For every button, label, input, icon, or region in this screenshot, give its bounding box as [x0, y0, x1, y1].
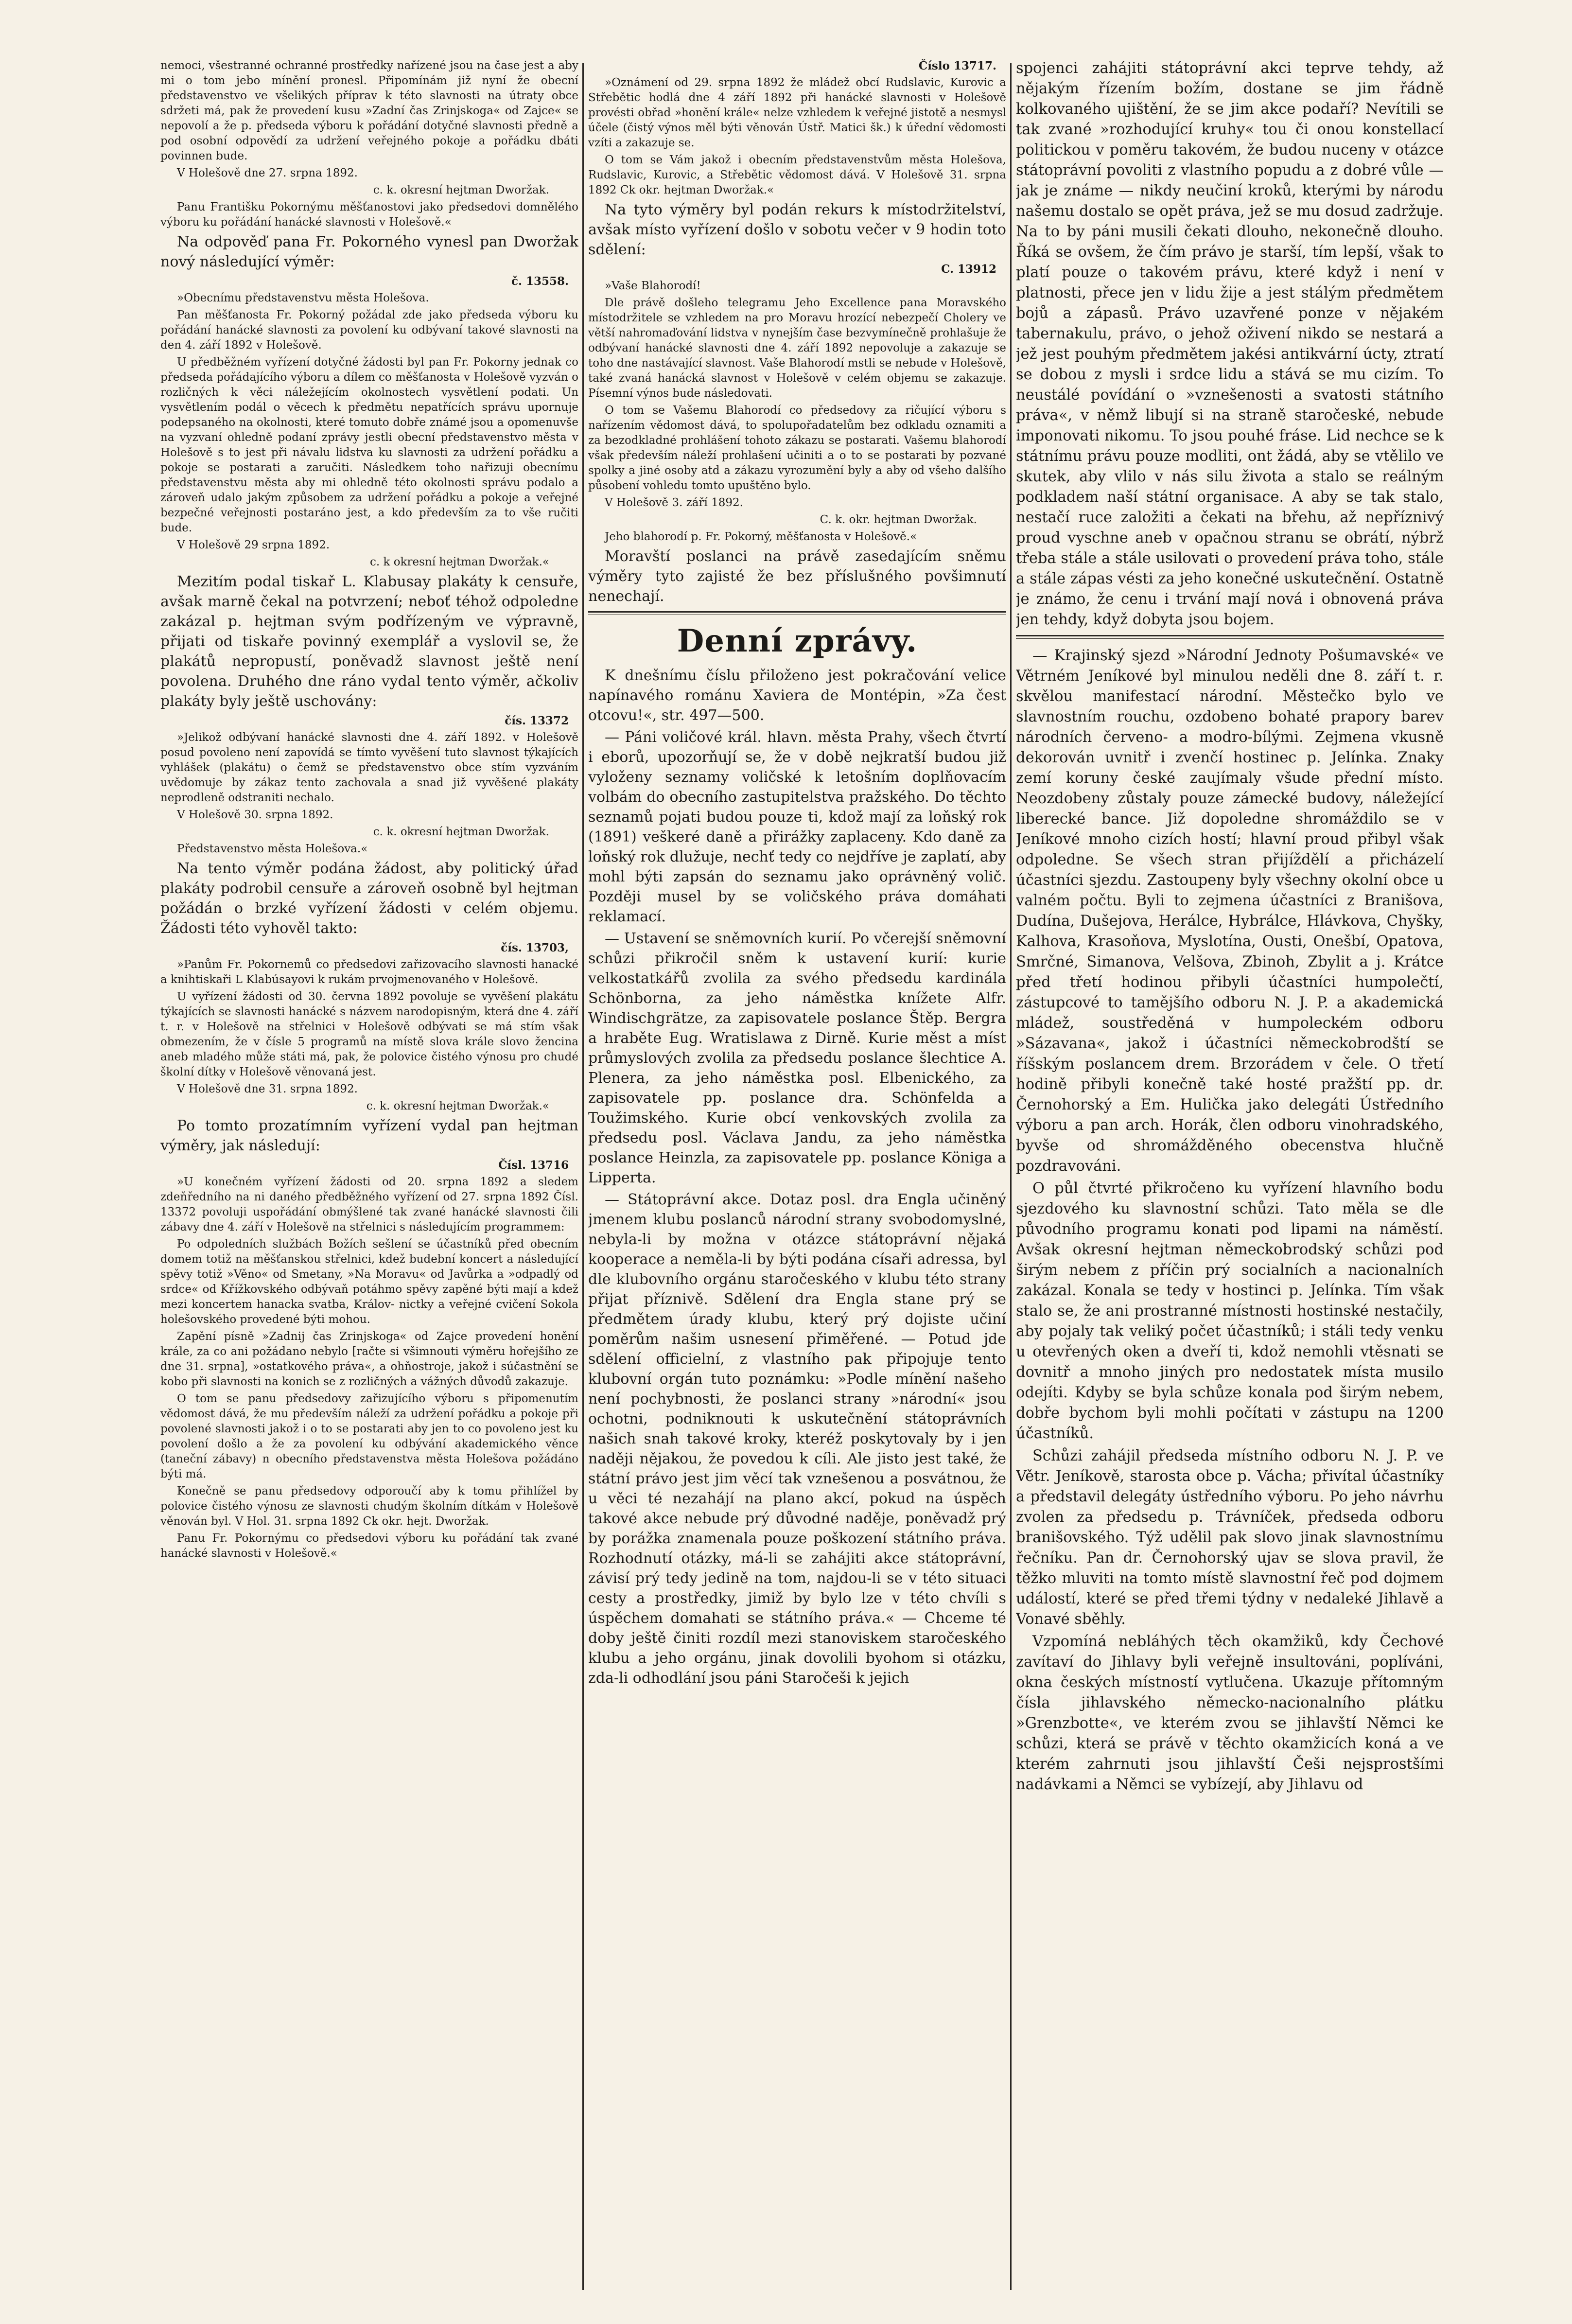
paragraph: Na odpověď pana Fr. Pokorného vynesl pan Dworžak nový následující výměr: [160, 233, 578, 270]
paragraph: — Ustavení se sněmovních kurií. Po včerejší sněmovní schůzi přikročil sněm k ustavení kurií: kurie velkostatkářů zvolila za svého předsedu kardinála Schönborna, za jeho náměstka knížete Alfr. Windischgrätze, za zapisovatele poslance Štěp. Bergra a hraběte Eug. Wratislawa z Dirně. Kurie měst a míst průmyslových zvolila za předsedu poslance šlechtice A. Plenera, za jeho náměstka posl. Elbenického, za zapisovatele pp. poslance dra. Schönfelda a Toužimského. Kurie obcí venkovských zvolila za předsedu posl. Václava Jandu, za jeho náměstka poslance Heinzla, za zapisovatele pp. poslance Königa a Lipperta. [588, 930, 1006, 1186]
paragraph: V Holešově 3. září 1892. [605, 496, 743, 509]
paragraph: — Páni voličové král. hlavn. města Prahy, všech čtvrtí i eborů, upozorňují se, že v době nejkratší budou již vyloženy seznamy voličské k letošním doplňovacím volbám do obecního zastupitelstva pražského. Do těchto seznamů pojati budou pouze ti, kdož mají za loňský rok (1891) veškeré daně a přirážky zaplaceny. Kdo daně za loňský rok dlužuje, nechť tedy co nejdříve je zaplatí, aby mohl býti zapsán do seznamu jako oprávněný volič. Později musel by se voličského práva domáhati reklamací. [588, 729, 1006, 925]
paragraph: Vzpomíná nebláhých těch okamžiků, kdy Čechové zavítaví do Jihlavy byli veřejně insultováni, poplíváni, okna českých místností vytlučena. Ukazuje přítomným čísla jihlavského německo-nacionalního plátku »Grenzbotte«, ve kterém zvou se jihlavští Němci ke schůzi, která se právě v těchto okamžicích koná a ve kterém zahrnuti jsou jihlavští Češi nejsprostšími nadávkami a Němci se vybízejí, aby Jihlavu od [1016, 1633, 1444, 1793]
column-divider-2 [1010, 63, 1012, 2290]
newspaper-sheet [160, 58, 1444, 2295]
document-number: C. 13912 [941, 263, 996, 276]
column-2 [588, 58, 1006, 2295]
paragraph: Představenstvo města Holešova.« [177, 843, 368, 855]
paragraph: Schůzi zahájil předseda místního odboru N. J. P. ve Větr. Jeníkově, starosta obce p. Vácha; přivítal účastníky a představil delegáty ústředního výboru. Po jeho návrhu zvolen za předsedu p. Trávníček, předseda odboru branišovského. Týž udělil pak slovo jinak slavnostnímu řečníku. Pan dr. Černohorský ujav se slova pravil, že těžko mluviti na tomto místě slavnostní řeč pod dojmem událostí, které se před třemi týdny v nedaleké Jihlavě a Vonavé sběhly. [1016, 1447, 1444, 1628]
section-divider [1016, 635, 1444, 639]
paragraph: K dnešnímu číslu přiloženo jest pokračování velice napínavého románu Xaviera de Montépin, »Za čest otcovu!«, str. 497—500. [588, 667, 1006, 724]
paragraph: Jeho blahorodí p. Fr. Pokorný, měšťanosta v Holešově.« [605, 530, 917, 543]
signature: c. k. okresní hejtman Dworžak. [373, 826, 549, 838]
paragraph: »Jelikož odbývaní hanácké slavnosti dne 4. září 1892. v Holešově posud povoleno není zapovídá se tímto vyvěšení tuto slavnost týkajících vyhlášek (plakátu) o čemž se představenstvo obce stím vyzváním uvědomuje by zákaz tento zachovala a snad již vyvěšené plakáty neprodleně odstraniti nechalo. [160, 731, 578, 804]
signature: c. k. okresní hejtman Dworžak.« [366, 1100, 549, 1112]
paragraph: U vyřízení žádosti od 30. června 1892 povoluje se vyvěšení plakátu týkajících se slavnosti hanácké s názvem narodopisným, která dne 4. září t. r. v Holešově na střelnici v Holešově odbývati se má stím však obmezením, že v čísle 5 programů na místě slova krále slovo žencina aneb mladého může státi má, pak, že polovice čistého výnosu pro chudé školní dítky v Holešově věnovaná jest. [160, 990, 578, 1078]
paragraph: »Vaše Blahorodí! [605, 280, 701, 292]
column-divider-1 [582, 63, 584, 2290]
paragraph: V Holešově dne 31. srpna 1892. [177, 1083, 358, 1095]
paragraph: »U konečném vyřízení žádosti od 20. srpna 1892 a sledem zdeňředního na ni daného předběžného vyřízení od 27. srpna 1892 Čísl. 13372 povoluji uspořádání obmýšlené tak zvané hanácké slavnosti čili zábavy dne 4. září v Holešově na střelnici s následujícím programmem: [160, 1176, 578, 1233]
paragraph: Pan měšťanosta Fr. Pokorný požádal zde jako předseda výboru ku pořádání hanácké slavnosti za povolení ku odbývaní takové slavnosti na den 4. září 1892 v Holešově. [160, 309, 578, 352]
paragraph: O tom se Vám jakož i obecním představenstvům města Holešova, Rudslavic, Kurovic, a Střebětic vědomost dává. V Holešově 31. srpna 1892 Ck okr. hejtman Dworžak.« [588, 154, 1006, 196]
document-number: čís. 13703, [501, 941, 569, 954]
paragraph: Panu Františku Pokornýmu měšťanostovi jako předsedovi domnělého výboru ku pořádání hanácké slavnosti v Holešově.« [160, 201, 578, 229]
paragraph: Mezitím podal tiskař L. Klabusay plakáty k censuře, avšak marně čekal na potvrzení; neboť téhož odpoledne zakázal p. hejtman svým podřízeným ve výpravně, přijati od tiskaře povinný exemplář a vyslovil se, že plakátů nepropustí, poněvadž slavnost ještě není povolena. Druhého dne ráno vydal tento výměr, ačkoliv plakáty byly ještě uschovány: [160, 573, 578, 710]
paragraph: — Krajinský sjezd »Národní Jednoty Pošumavské« ve Větrném Jeníkové byl minulou neděli dne 8. září t. r. skvělou manifestací národní. Městečko bylo ve slavnostním rouchu, ozdobeno bohaté prapory barev národních červeno- a modro-bílými. Zejmena vkusně dekorován uvnitř i zvenčí hostinec p. Jelínka. Znaky zemí koruny české zaujímaly všude přední místo. Neozdobeny zůstaly pouze zámecké budovy, náležející liberecké bance. Již dopoledne shromáždilo se v Jeníkové mnoho cizích hostí; hlavní proud přibyl však odpoledne. Se všech stran přijíždělí a přicházelí účastníci sjezdu. Zastoupeny byly všechny okolní obce u valném počtu. Byli to zejmena účastníci z Branišova, Dudína, Dušejova, Herálce, Hybrálce, Hlávkova, Chyšky, Kalhova, Krasoňova, Myslotína, Ousti, Onešbí, Opatova, Smrčné, Simanova, Velšova, Zbinoh, Zbylit a j. Krátce před třetí hodinou přibyli účastníci humpolečtí, zástupcové to tamějšího odboru N. J. P. a akademická mládež, soustředěná v humpoleckém odboru »Sázavana«, jakož i účastníci německobrodští se říšským poslancem drem. Brzorádem v čele. O třetí hodině přibyli konečně také hosté pražští pp. dr. Černohorský a Em. Hulička jako delegáti Ústředního výboru a pan arch. Horák, člen odboru vinohradského, byvše od shromážděného obecenstva hlučně pozdravováni. [1016, 647, 1444, 1175]
paragraph: Dle právě došleho telegramu Jeho Excellence pana Moravského místodržitele se vzhledem na pro Moravu hrozící nebezpečí Cholery ve větší nahromaďování lidstva v nynejším čase bezvymínečně prohlašuje že odbývaní hanácké slavnosti dne 4. září 1892 nepovoluje a zakazuje se toho dne nastávající slavnost. Vaše Blahorodí mstli se nebude v Holešově, také zvaná hanácká slavnost v Holešově v celém objemu se zakazuje. Písemní výnos bude následovati. [588, 297, 1006, 400]
paragraph: »Obecnímu představenstvu města Holešova. [177, 292, 429, 304]
paragraph: — Státoprávní akce. Dotaz posl. dra Engla učiněný jmenem klubu poslanců národní strany svobodomyslné, nebyla-li by možna v otázce státoprávní nějaká kooperace a neměla-li by býti podána císaři adressa, byl dle klubovního orgánu staročeského v klubu této strany přijat příznivě. Sdělení dra Engla stane prý se předmětem úrady klubu, který prý dojiste učiní poměrům našim usnesení přiměřené. — Potud jde sdělení officielní, z vlastního pak připojuje tento klubovní orgán tuto poznámku: »Podle mínění našeho není pochybnosti, že poslanci strany »národní« jsou ochotni, podniknouti k uskutečnění státoprávních našich snah takové kroky, kteréž poskytovaly by i jen naději nějakou, že povedou k cíli. Ale jisto jest také, že státní právo jest jim věcí tak vznešenou a posvátnou, že u věci té nezahájí na plano akcí, pokud na úspěch takové akce nebude prý důvodné naděje, poněvadž prý by porážka znamenala pouze poškození státního práva. Rozhodnutí otázky, má-li se zahájiti akce státoprávní, závisí prý tedy jedině na tom, najdou-li se v této situaci cesty a prostředky, jimiž by bylo lze v této chvíli s úspěchem domahati se státního práva.« — Chceme té doby ještě činiti rozdíl mezi stanoviskem staročeského klubu a jeho orgánu, jinak dovolili byohom si otázku, zda-li odhodlání jsou páni Staročeši k jejich [588, 1191, 1006, 1687]
paragraph: V Holešově 30. srpna 1892. [177, 809, 333, 821]
paragraph: Na tento výměr podána žádost, aby politický úřad plakáty podrobil censuře a zároveň osobně byl hejtman požádán o brzké vyřízení žádosti v celém objemu. Žádosti této vyhověl takto: [160, 860, 578, 937]
signature: c. k okresní hejtman Dworžak.« [370, 556, 549, 568]
paragraph: Panu Fr. Pokornýmu co předsedovi výboru ku pořádání tak zvané hanácké slavnosti v Holešově.« [160, 1532, 578, 1560]
document-number: Číslo 13717. [918, 59, 996, 72]
section-divider [588, 611, 1006, 615]
paragraph: Moravští poslanci na právě zasedajícím sněmu výměry tyto zajisté že bez příslušného povšimnutí nenechají. [588, 548, 1006, 605]
paragraph: O půl čtvrté přikročeno ku vyřízení hlavního bodu sjezdového ku slavnostní schůzi. Tato měla se dle původního programu konati pod lipami na náměstí. Avšak okresní hejtman německobrodský schůzi pod širým nebem z příčin prý socialních a nacionalních zakázal. Konala se tedy v hostinci p. Jelínka. Tím však stalo se, že ani prostranné místnosti hostinské nestačily, aby pojaly tak veliký počet účastníků; i stáli tedy venku u otevřených oken a dveří ti, kdož nemohli vtěsnati se dovnitř a mnoho jiných pro nedostatek místa musilo odejíti. Kdyby se byla schůze konala pod širým nebem, dobře bychom byli mohli počítati v zástupu na 1200 účastníků. [1016, 1180, 1444, 1442]
paragraph: »Panům Fr. Pokornemů co předsedovi zařizovacího slavnosti hanacké a knihtiskaři L Klabúsayovi k rukám prvojmenovaného v Holešově. [160, 958, 578, 986]
column-3 [1016, 58, 1444, 2295]
section-heading: Denní zprávy. [677, 623, 918, 659]
paragraph: V Holešově 29 srpna 1892. [177, 539, 330, 551]
paragraph: Na tyto výměry byl podán rekurs k místodržitelství, avšak místo vyřízení došlo v sobotu večer v 9 hodin toto sdělení: [588, 201, 1006, 258]
document-number: Čísl. 13716 [498, 1159, 569, 1172]
paragraph: Po tomto prozatímním vyřízení vydal pan hejtman výměry, jak následují: [160, 1117, 578, 1154]
document-number: čís. 13372 [505, 714, 569, 727]
paragraph: Zapění písně »Zadnij čas Zrinjskoga« od Zajce provedení honění krále, za co ani požádano nebylo [račte si všimnouti výměru hořejšího ze dne 31. srpna], »ostatkového práva«, a ohňostroje, jakož i súčastnění se kobo při slavnosti na konich se z rozličných a vážných důvodů zakazuje. [160, 1330, 578, 1388]
paragraph: U předběžném vyřízení dotyčné žádosti byl pan Fr. Pokorny jednak co předseda pořádajícího výboru a dílem co měšťanosta v Holešově vyzván o rozličných k věci náležejícím okolnostech vysvětlení podati. Un vysvětlením podál o věcech k předmětu nepatřících správu upornuje podepsaného na okolnosti, které tomuto dobře známé jsou a opomenuvše na vyzvaní ohledně podaní zprávy jestli obecní představenstvo města v Holešově s to jest při návalu lidstva ku slavnosti za udržení pořádku a pokoje se postarati a zaručiti. Následkem toho nařizuji obecnímu představenstvu města aby mi ohledně této okolnosti správu podalo a zároveň udalo jakým způsobem za udržení pořádku a pokoje a veřejné bezpečné veřejnosti postaráno jest, a kdo především za to vše ručiti bude. [160, 356, 578, 534]
signature: c. k. okresní hejtman Dworžak. [373, 184, 549, 196]
paragraph: O tom se Vašemu Blahorodí co předsedovy za ričující výboru s nařízením vědomost dává, to spolupořadatelům bez odkladu oznamiti a za bezodkladné prohlášení tohoto zákazu se postarati. Vašemu blahorodí však především náleží prohlašení učiniti a o to se postarati by pozvané spolky a jiné osoby atd a zákazu vyrozumění byly a aby od všeho dalšího působení vohledu tomto upuštěno bylo. [588, 404, 1006, 492]
paragraph: spojenci zahájiti státoprávní akci teprve tehdy, až nějakým řízením božím, dostane se jim řádně kolkovaného ujištění, že se jim akce podaří? Nevítili se tak zvané »rozhodující kruhy« tou či onou konstellací politickou v poměru takovém, že budou nuceny v otázce státoprávní povoliti z vlastního popudu a z dobré vůle — jak je známe — nikdy neučiní kroků, kterými by národu našemu dostalo se opět práva, jež se mu dosud zadržuje. Na to by páni musili čekati dlouho, nekonečně dlouho. Říká se ovšem, že čím právo je starší, tím lepší, však to platí pouze o takovém právu, které když i není v platnosti, přece jen v lidu žije a jest stálým předmětem bojů a zápasů. Právo uzavřené ponze v nějakém tabernakulu, právo, o jehož oživení nikdo se nestará a jež jest pouhým předmětem jakési antikvární úcty, ztratí se dobou z mysli i srdce lidu a stává se mu cizím. To neustálé povídání o »vznešenosti a svatosti státního práva«, v němž libují si na straně staročeské, nebude imponovati nikomu. To jsou pouhé fráse. Lid nechce se k státnímu právu pouze modliti, ont žádá, aby se vtělilo ve skutek, aby vlilo v nás silu života a stalo se reálným podkladem naší státní organisace. A aby se tak stalo, nestačí ruce založiti a čekati na břehu, až nepříznivý proud vyschne aneb v opačnou stranu se obrátí, nýbrž třeba stále a stále usilovati o provedení práva toho, stále a stále zápas vésti za jeho konečné uskutečnění. Ostatně je známo, že cenu i trvání mají nová i obnovená práva jen tehdy, když dobyta jsou bojem. [1016, 60, 1444, 628]
paragraph: nemoci, všestranné ochranné prostředky nařízené jsou na čase jest a aby mi o tom jebo mínění pronesl. Připomínám již nyní že obecní představenstvo ve všelikých příprav k této slavnosti na útraty obce sdržeti má, pak že provedení kusu »Zadní čas Zrinjskoga« od Zajce« se nepovolí a že p. předseda výboru k pořádání dotyčné slavnosti předně a pod osobní odpovědí za udržení veřejného pokoje a pořádku dbáti povinnen bude. [160, 59, 578, 162]
paragraph: Po odpoledních službách Božích sešlení se účastníků před obecním domem totiž na měšťanskou střelnici, kdež budební koncert a následující spěvy totiž »Věno« od Smetany, »Na Moravu« od Javůrka a »odpadlý od srdce« od Křížkovského odbývaň potáhmo spěvy zapěné býti mají a kdež mezi koncertem hanacka svatba, Králov- nictky a veřejné cvičení Sokola holešovského provedené býti mohou. [160, 1238, 578, 1326]
paragraph: »Oznámení od 29. srpna 1892 že mládež obcí Rudslavic, Kurovic a Střebětic hodlá dne 4 září 1892 při hanácké slavnosti v Holešově provésti obřad »honění krále« nelze vzhledem k veřejné jistotě a nesmysl účele (čistý výnos měl býti věnován Ústř. Matici šk.) k úřední vědomosti vzíti a zakazuje se. [588, 76, 1006, 149]
document-number: č. 13558. [511, 275, 569, 288]
signature: C. k. okr. hejtman Dworžak. [820, 513, 977, 526]
paragraph: O tom se panu předsedovy zařizujícího výboru s připomenutím vědomost dává, že mu především náleží za udržení pořádku a pokoje při povolené slavnosti jakož i o to se postarati aby jen to co povoleno jest ku povolení došlo a že za povolení ku odbývání akademického věnce (taneční zábavy) n obecního představenstva města Holešova požádáno býti má. [160, 1392, 578, 1480]
paragraph: Konečně se panu předsedovy odporoučí aby k tomu přihlížel by polovice čistého výnosu ze slavnosti chudým školním dítkám v Holešově věnován byl. V Hol. 31. srpna 1892 Ck okr. hejt. Dworžak. [160, 1485, 578, 1528]
column-1 [160, 58, 578, 2295]
paragraph: V Holešově dne 27. srpna 1892. [177, 167, 358, 179]
